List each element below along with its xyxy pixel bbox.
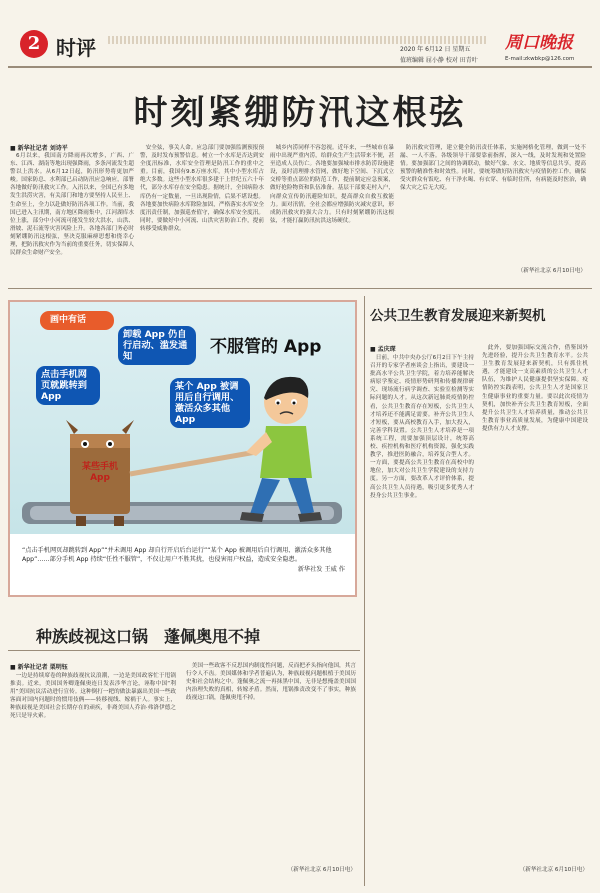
cartoon-tag: 画中有话: [40, 311, 114, 330]
bottom-byline: ■ 新华社记者 栗明钰: [10, 662, 68, 671]
cartoon-title: 不服管的 App: [210, 337, 322, 357]
staff-line: 值班编辑 屈小静 校对 田青叶: [400, 57, 478, 64]
vertical-divider: [364, 296, 365, 886]
cartoon-caption: “点击手机网页却跳转到 App”“并未调用 App 却自行开启后台运行”“某个 App 被调用后自行调用、激活众多其他 App”……部分手机 App 持续“任性不服管”，不仅让用户不胜其扰，也侵害用户权益，造成安全隐患。: [22, 547, 332, 563]
cartoon-drawing: [10, 302, 355, 534]
health-column-2: 此外，要加强国际交流合作，借鉴国外先进经验，提升公共卫生教育水平。公共卫生教育发展迎来新契机，只有抓住机遇，才能建设一支高素质的公共卫生人才队伍，为维护人民健康提供坚实保障。疫情防控实践表明，公共卫生人才是国家卫生健康事业的重要力量。要以此次疫情为契机，加快补齐公共卫生教育短板，全面提升公共卫生人才培养质量，推动公共卫生教育事业高质量发展，为健康中国建设提供有力人才支撑。: [482, 345, 588, 432]
bottom-credit: （新华社北京 6月10日电）: [287, 867, 356, 873]
lead-column-4: 防汛救灾管理，建立健全防汛责任体系，实施网格化管理，做到一处不漏、一人不落。各级领导干部要靠前指挥，深入一线，及时发现和处置险情。要加强部门之间的协调联动，做好气象、水文、地质等信息共享，提高预警的精准性和时效性。同时，要统筹做好防汛救灾与疫情防控工作，确保受灾群众有饭吃、有干净水喝、有衣穿、有临时住所，有病能及时医治，确保大灾之后无大疫。: [400, 145, 586, 192]
bottom-column-2: 美国一些政客不反思国内制度性问题，反而把矛头指向他国，其言行令人不齿。美国媒体和学者普遍认为，种族歧视问题根植于美国历史和社会结构之中。蓬佩奥之流一再抹黑中国，无非是想掩盖美国国内治理失败的真相，转嫁矛盾。然而，甩锅推责改变不了事实，种族歧视这口锅，蓬佩奥甩不掉。: [186, 663, 356, 702]
cartoon-bubble-1: 点击手机网页就跳转到 App: [36, 366, 100, 405]
health-credit: （新华社北京 6月10日电）: [519, 867, 588, 873]
lead-headline: 时刻紧绷防汛这根弦: [133, 93, 467, 133]
email-line: E-mail:zkwbkp@126.com: [505, 56, 575, 62]
tug-rope: [130, 452, 256, 474]
health-byline: ■ 孟庆琛: [370, 344, 396, 353]
bottom-divider: [8, 650, 360, 651]
section-divider: [8, 288, 592, 289]
masthead-decoration: [108, 36, 488, 44]
lead-column-1: 6月以来，我国南方降雨再次增多，广西、广东、江西、湖南等地出现强降雨，多条河流发生超警以上洪水。从6月12日起，防汛形势将更加严峻。国家防总、水利部已启动防汛应急响应，部署各地做好防汛救灾工作。入汛以来，全国已有多地发生洪涝灾害，有关部门和地方要坚持人民至上、生命至上，全力以赴做好防汛各项工作。当前，我国已进入主汛期，南方地区降雨集中，江河湖库水位上涨，部分中小河流可能发生较大洪水，山洪、滑坡、泥石流等灾害风险上升。各地各部门务必时刻紧绷防汛这根弦，坚决克服麻痹思想和侥幸心理，把防汛救灾作为当前的重要任务，切实保障人民群众生命财产安全。: [10, 153, 134, 257]
man-figure: [240, 377, 322, 522]
page-number-badge: 2: [20, 30, 48, 58]
lead-byline: ■ 新华社记者 刘诗平: [10, 143, 68, 152]
lead-column-2: 安全弦，事关人命。应急部门要加强监测预报预警，及时发布预警信息。树立一个水库是否达到安全度汛标准，水库安全管理是防汛工作的重中之重。目前，我国有9.8万座水库，其中小型水库占绝大多数。这些小型水库很多建于上世纪五六十年代，部分水库存在安全隐患。据统计，全国病险水库仍有一定数量，一旦出现险情，后果不堪设想。各地要加快病险水库除险加固，严格落实水库安全度汛责任制，加强巡查值守，确保水库安全度汛。同时，要做好中小河流、山洪灾害防治工作，提前转移受威胁群众。: [140, 145, 264, 232]
cartoon-panel: [8, 300, 357, 597]
bottom-headline: 种族歧视这口锅 蓬佩奥甩不掉: [36, 627, 261, 646]
app-box-label: 某些手机App: [82, 462, 119, 483]
date-line: 2020 年 6月12 日 星期五: [400, 46, 471, 53]
cartoon-bubble-3: 某个 App 被调用后自行调用、激活众多其他 App: [170, 378, 250, 428]
section-title: 时评: [56, 36, 96, 60]
lead-credit: （新华社北京 6月10日电）: [517, 268, 586, 274]
health-column-1: 日前，中共中央办公厅6月2日下午主持召开的专家学者座谈会上指出，要建设一批高水平公共卫生学院，着力培养能解决病原学鉴定、疫情形势研判和传播规律研究、现场流行病学调查、实验室检测等实际问题的人才。从这次新冠肺炎疫情防控看，公共卫生教育存在短板，公共卫生人才培养还不能满足需要。补齐公共卫生人才短板，要从高校教育入手，加大投入，完善学科设置。公共卫生人才培养是一项系统工程，需要加强顶层设计，统筹高校、疾控机构和医疗机构资源，强化实践教学，推进医防融合，培养复合型人才。一方面，要提高公共卫生教育在高校中的地位，加大对公共卫生学院建设的支持力度。另一方面，要改革人才评价体系，提高公共卫生人员待遇，吸引更多优秀人才投身公共卫生事业。: [370, 355, 474, 499]
health-headline: 公共卫生教育发展迎来新契机: [370, 308, 546, 324]
newspaper-logo: 周口晚报: [505, 33, 573, 53]
lead-column-3: 城乡内涝同样不容忽视。近年来，一些城市在暴雨中出现严重内涝，给群众生产生活带来不便，甚至造成人员伤亡。各地要加强城市排水防涝设施建设，及时清理排水管网，做好地下空间、下沉式立交桥等重点部位的防范工作，提前制定应急预案，做好抢险物资和队伍准备。基层干部要走村入户，向群众宣传防汛避险知识，提高群众自救互救能力。面对汛情，全社会都应增强防灾减灾意识，形成防汛救灾的强大合力。只有时刻紧绷防汛这根弦，才能打赢防汛抗洪这场硬仗。: [270, 145, 394, 224]
cartoon-bubble-2: 卸载 App 仍自行启动、滥发通知: [118, 326, 196, 365]
masthead-rule: [8, 66, 592, 68]
bottom-column-1: 一边是持续席卷的种族歧视抗议浪潮，一边是美国政客忙于甩锅推责。近来，美国国务卿蓬佩奥连日发表涉华言论，诬称中国“利用”美国抗议活动进行宣传。这种倒打一耙的做法暴露出美国一些政客面对国内问题时的惯用伎俩——转移视线、嫁祸于人。事实上，种族歧视是美国社会长期存在的顽疾，非裔美国人乔治·弗洛伊德之死只是导火索。: [10, 673, 176, 720]
cartoon-credit: 新华社发 王威 作: [297, 566, 345, 573]
